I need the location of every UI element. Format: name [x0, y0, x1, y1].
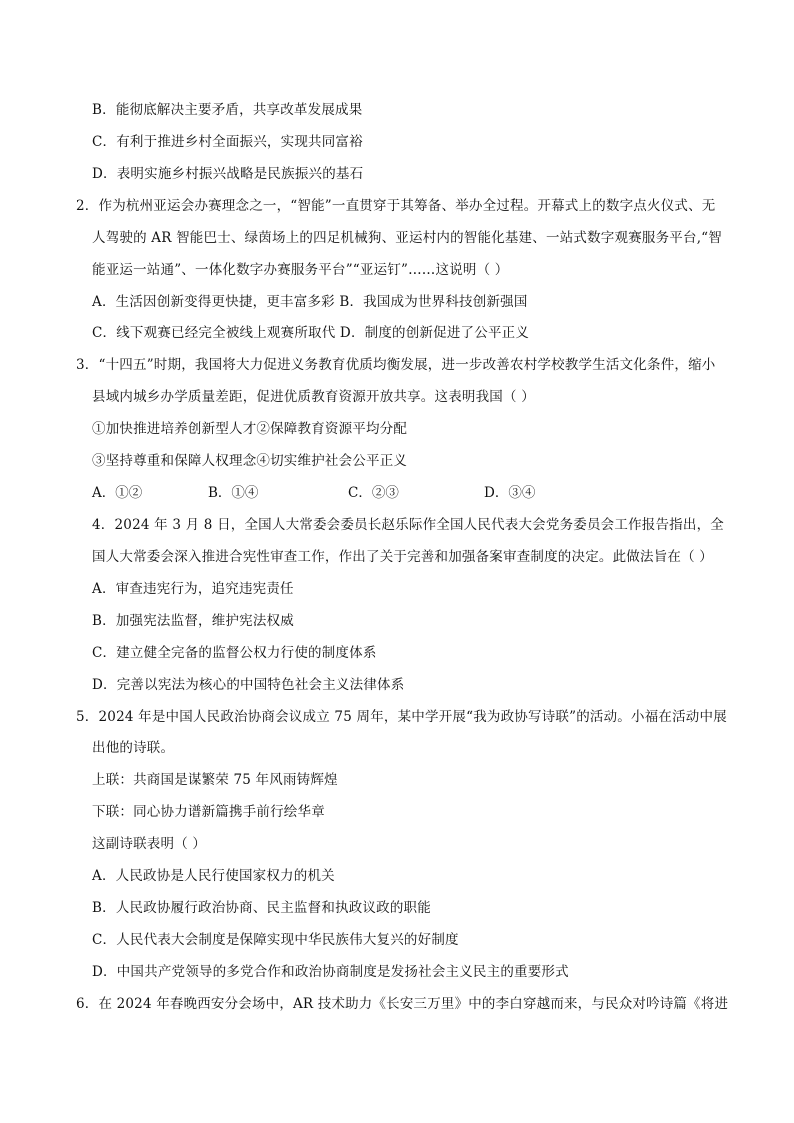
q5-couplet-upper: 上联：共商国是谋繁荣 75 年风雨铸辉煌	[92, 772, 338, 788]
q5-question: 这副诗联表明（ ）	[92, 836, 207, 852]
q4-option-a: A．审查违宪行为，追究违宪责任	[92, 581, 294, 597]
q5-option-d: D．中国共产党领导的多党合作和政治协商制度是发扬社会主义民主的重要形式	[92, 964, 569, 980]
q5-option-b: B．人民政协履行政治协商、民主监督和执政议政的职能	[92, 900, 431, 916]
q5-couplet-lower: 下联：同心协力谱新篇携手前行绘华章	[92, 804, 325, 820]
q3-option-b: B．①④	[208, 485, 259, 501]
q3-option-a: A．①②	[92, 485, 143, 501]
q6-stem-line-1: 6．在 2024 年春晚西安分会场中，AR 技术助力《长安三万里》中的李白穿越而来，与民众对吟诗篇《将进	[76, 996, 729, 1012]
q4-option-d: D．完善以宪法为核心的中国特色社会主义法律体系	[92, 677, 405, 693]
q3-options	[92, 483, 732, 503]
q1-option-c: C．有利于推进乡村全面振兴，实现共同富裕	[92, 134, 363, 150]
q3-option-c: C．②③	[348, 485, 399, 501]
q3-statements-12: ①加快推进培养创新型人才②保障教育资源平均分配	[92, 421, 408, 437]
q4-stem-line-2: 国人大常委会深入推进合宪性审查工作，作出了关于完善和加强备案审查制度的决定。此做法旨在（ ）	[92, 549, 713, 565]
q2-options-cd: C．线下观赛已经完全被线上观赛所取代 D．制度的创新促进了公平正义	[92, 325, 530, 341]
q4-stem-line-1: 4．2024 年 3 月 8 日，全国人大常委会委员长赵乐际作全国人民代表大会党务委员会工作报告指出，全	[92, 517, 724, 533]
q1-option-b: B．能彻底解决主要矛盾，共享改革发展成果	[92, 102, 363, 118]
q2-stem-line-2: 人驾驶的 AR 智能巴士、绿茵场上的四足机械狗、亚运村内的智能化基建、一站式数字观赛服务平台,“智	[92, 230, 722, 246]
q3-stem-line-2: 县域内城乡办学质量差距，促进优质教育资源开放共享。这表明我国（ ）	[92, 389, 535, 405]
q3-stem-line-1: 3．“十四五”时期，我国将大力促进义务教育优质均衡发展，进一步改善农村学校教学生活文化条件，缩小	[76, 357, 716, 373]
q2-stem-line-1: 2．作为杭州亚运会办赛理念之一，“智能”一直贯穿于其筹备、举办全过程。开幕式上的数字点火仪式、无	[76, 198, 716, 214]
q2-stem-line-3: 能亚运一站通”、一体化数字办赛服务平台”“亚运钉”……这说明（ ）	[92, 262, 509, 278]
q4-option-c: C．建立健全完备的监督公权力行使的制度体系	[92, 645, 377, 661]
q5-option-a: A．人民政协是人民行使国家权力的机关	[92, 868, 335, 884]
q5-option-c: C．人民代表大会制度是保障实现中华民族伟大复兴的好制度	[92, 932, 459, 948]
q3-statements-34: ③坚持尊重和保障人权理念④切实维护社会公平正义	[92, 453, 408, 469]
q3-option-d: D．③④	[484, 485, 536, 501]
q4-option-b: B．加强宪法监督，维护宪法权威	[92, 613, 294, 629]
q1-option-d: D．表明实施乡村振兴战略是民族振兴的基石	[92, 166, 364, 182]
q5-stem-line-2: 出他的诗联。	[92, 740, 175, 756]
q2-options-ab: A．生活因创新变得更快捷，更丰富多彩 B．我国成为世界科技创新强国	[92, 294, 528, 310]
q5-stem-line-1: 5．2024 年是中国人民政治协商会议成立 75 周年，某中学开展“我为政协写诗联”的活动。小福在活动中展	[76, 709, 727, 725]
